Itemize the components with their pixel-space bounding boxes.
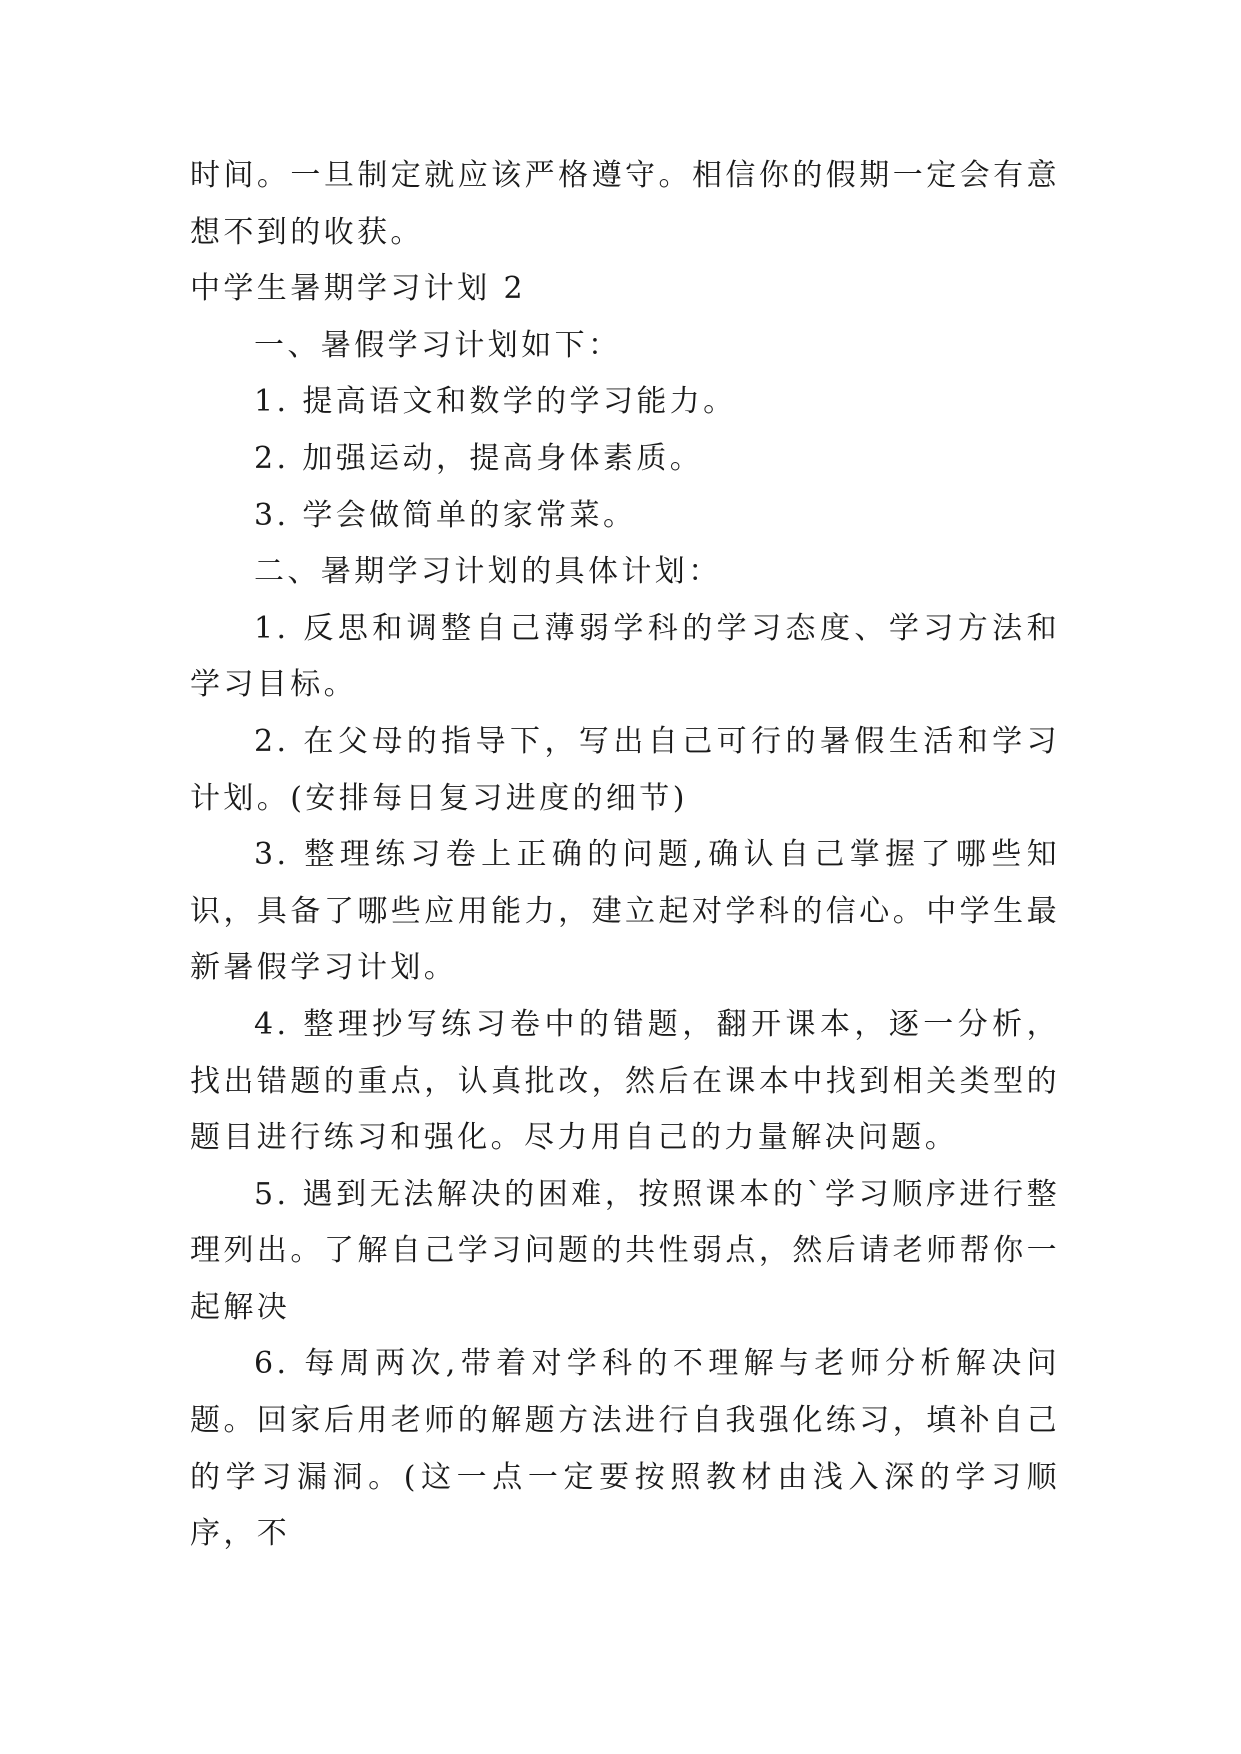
- list-item: 3. 学会做简单的家常菜。: [254, 497, 637, 533]
- list-item: 2. 在父母的指导下，写出自己可行的暑假生活和学习计划。(安排每日复习进度的细节): [190, 723, 1060, 816]
- list-item: 2. 加强运动，提高身体素质。: [254, 440, 704, 476]
- heading-plan-overview: 一、暑假学习计划如下：: [254, 327, 622, 363]
- list-item: 3. 整理练习卷上正确的问题,确认自己掌握了哪些知识，具备了哪些应用能力，建立起对学科的信心。中学生最新暑假学习计划。: [190, 837, 1060, 986]
- paragraph-continuation: 时间。一旦制定就应该严格遵守。相信你的假期一定会有意想不到的收获。: [190, 158, 1060, 250]
- list-item: 4. 整理抄写练习卷中的错题，翻开课本，逐一分析，找出错题的重点，认真批改，然后在课本中找到相关类型的题目进行练习和强化。尽力用自己的力量解决问题。: [190, 1006, 1060, 1156]
- list-item: 5. 遇到无法解决的困难，按照课本的`学习顺序进行整理列出。了解自己学习问题的共性弱点，然后请老师帮你一起解决: [190, 1176, 1060, 1325]
- list-item: 1. 提高语文和数学的学习能力。: [254, 384, 737, 420]
- document-page: [190, 148, 1060, 1563]
- heading-specific-plan: 二、暑期学习计划的具体计划：: [254, 554, 722, 590]
- section-title: 中学生暑期学习计划 2: [190, 271, 527, 307]
- list-item: 1. 反思和调整自己薄弱学科的学习态度、学习方法和学习目标。: [190, 610, 1060, 703]
- list-item: 6. 每周两次,带着对学科的不理解与老师分析解决问题。回家后用老师的解题方法进行自我强化练习，填补自己的学习漏洞。(这一点一定要按照教材由浅入深的学习顺序，不: [190, 1346, 1060, 1552]
